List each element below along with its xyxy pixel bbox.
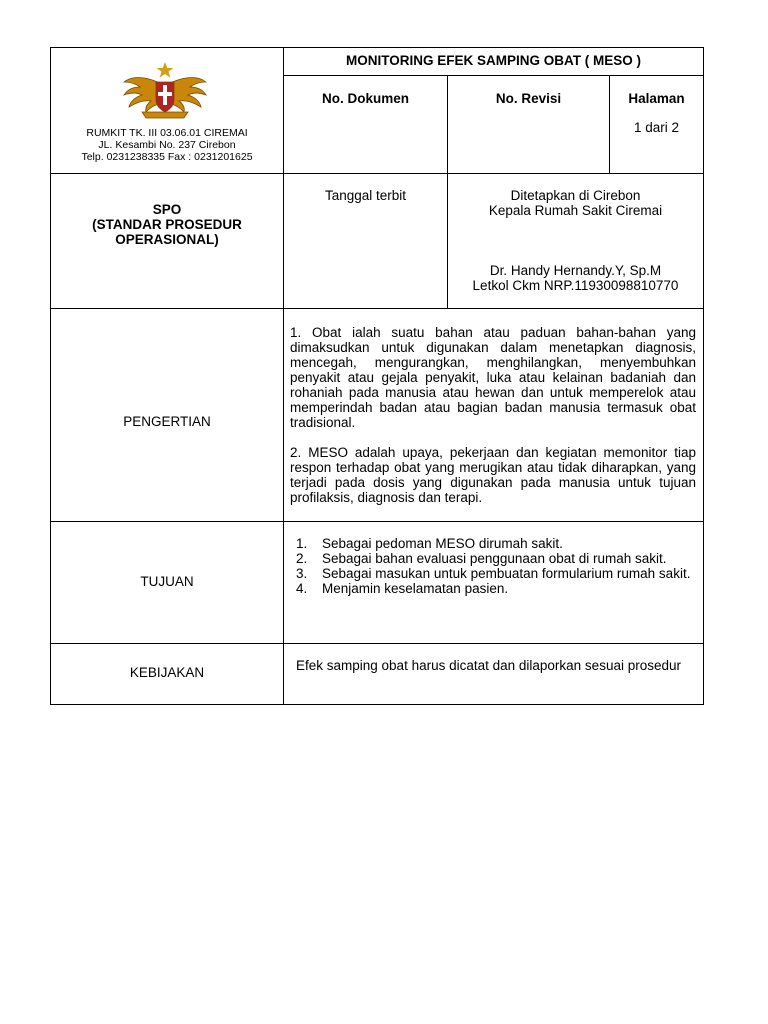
list-item-number: 3. (296, 566, 308, 581)
row-divider-1 (50, 173, 704, 174)
col-header-revisi: No. Revisi (495, 91, 562, 106)
institution-name: RUMKIT TK. III 03.06.01 CIREMAI (86, 127, 248, 139)
col-header-dokumen: No. Dokumen (321, 91, 409, 106)
row-divider-3 (50, 521, 704, 522)
institution-phone: Telp. 0231238335 Fax : 0231201625 (81, 151, 253, 163)
list-item (296, 551, 696, 566)
signer-rank: Letkol Ckm NRP.11930098810770 (472, 278, 679, 293)
row-divider-4 (50, 643, 704, 644)
kebijakan-content: Efek samping obat harus dicatat dan dilaporkan sesuai prosedur (296, 658, 681, 673)
pengertian-content (290, 325, 696, 505)
spo-line-1: SPO (152, 202, 182, 217)
table-border-top (50, 47, 704, 48)
col-header-halaman: Halaman (628, 91, 685, 106)
hospital-logo (120, 60, 210, 122)
list-item-text: Menjamin keselamatan pasien. (322, 581, 509, 596)
table-col-divider (283, 47, 284, 705)
section-label-tujuan: TUJUAN (140, 574, 194, 589)
institution-address: JL. Kesambi No. 237 Cirebon (98, 139, 236, 151)
kepala-text: Kepala Rumah Sakit Ciremai (488, 203, 663, 218)
pengertian-paragraph-2: 2. MESO adalah upaya, pekerjaan dan kegiatan memonitor tiap respon terhadap obat yang merugikan atau tidak diharapkan, yang terjadi pada dosis yang digunakan pada manusia untuk tujuan profilaksis, diagnosis dan terapi. (290, 445, 696, 505)
list-item-text: Sebagai pedoman MESO dirumah sakit. (322, 536, 563, 551)
list-item (296, 536, 696, 551)
signer-block (448, 263, 703, 293)
tujuan-content (296, 536, 696, 596)
title-row-divider (283, 75, 704, 76)
pengertian-paragraph-1: 1. Obat ialah suatu bahan atau paduan bahan-bahan yang dimaksudkan untuk digunakan dalam menetapkan diagnosis, mencegah, mengurangkan, menghilangkan, menyembuhkan penyakit atau gejala penyakit, luka atau kelainan badaniah dan rohaniah pada manusia atau hewan dan untuk memperelok atau memperindah badan atau bagian badan manusia termasuk obat tradisional. (290, 325, 696, 430)
army-hospital-emblem-icon (120, 60, 210, 122)
spo-line-3: OPERASIONAL) (115, 232, 219, 247)
institution-block (51, 127, 283, 163)
halaman-value: 1 dari 2 (633, 120, 680, 135)
signer-name: Dr. Handy Hernandy.Y, Sp.M (489, 263, 662, 278)
list-item-number: 2. (296, 551, 308, 566)
table-border-bottom (50, 704, 704, 705)
list-item (296, 566, 696, 581)
document-title: MONITORING EFEK SAMPING OBAT ( MESO ) (345, 53, 641, 68)
approval-block (448, 188, 703, 218)
spo-line-2: (STANDAR PROSEDUR (92, 217, 242, 232)
list-item (296, 581, 696, 596)
row-divider-2 (50, 308, 704, 309)
list-item-text: Sebagai masukan untuk pembuatan formularium rumah sakit. (322, 566, 691, 581)
section-label-pengertian: PENGERTIAN (123, 414, 211, 429)
tanggal-terbit-label: Tanggal terbit (324, 188, 407, 203)
list-item-number: 4. (296, 581, 308, 596)
section-label-kebijakan: KEBIJAKAN (129, 665, 205, 680)
ditetapkan-text: Ditetapkan di Cirebon (510, 188, 641, 203)
list-item-number: 1. (296, 536, 308, 551)
table-border-right (703, 47, 704, 705)
list-item-text: Sebagai bahan evaluasi penggunaan obat di rumah sakit. (322, 551, 667, 566)
tujuan-list (296, 536, 696, 596)
spo-title (51, 202, 283, 247)
